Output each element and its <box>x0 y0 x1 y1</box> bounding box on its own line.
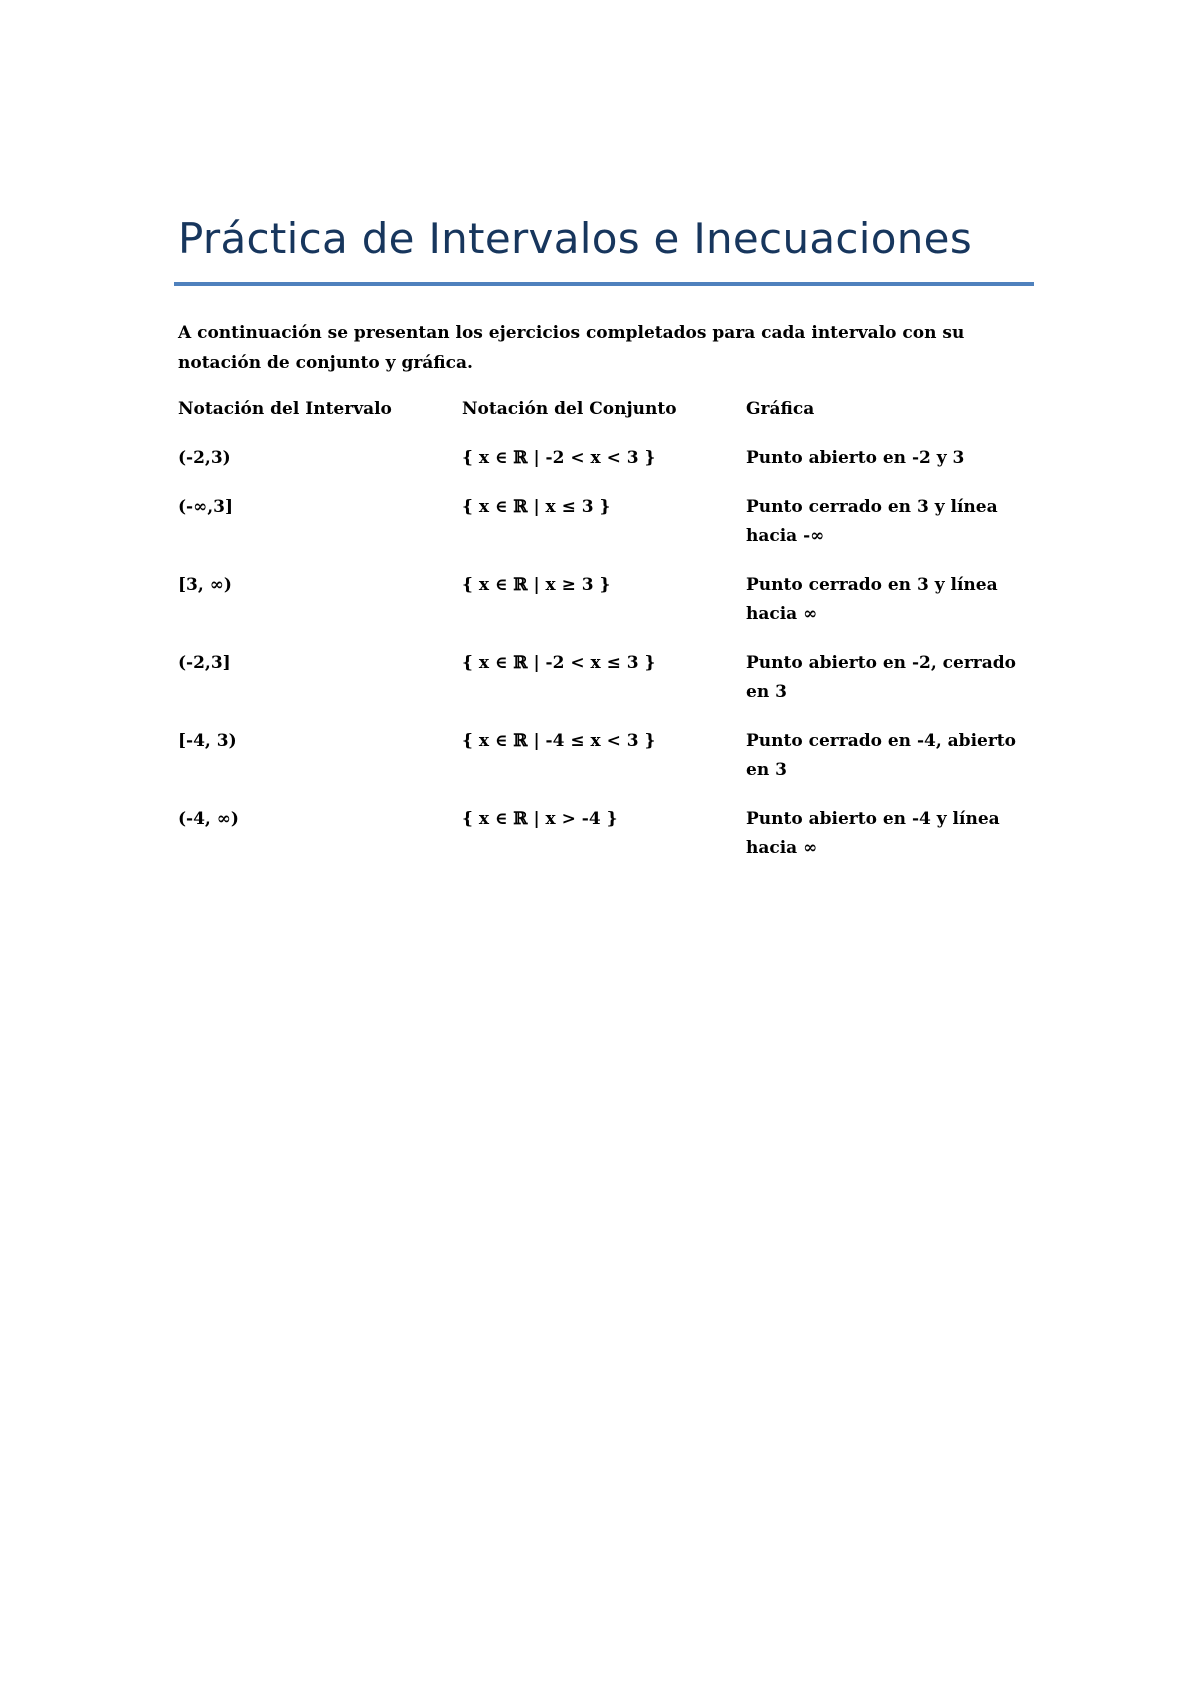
graph-cell: Punto cerrado en 3 y línea hacia -∞ <box>746 497 998 546</box>
table-header-row <box>178 395 1038 424</box>
set-cell: { x ∈ ℝ | x ≥ 3 } <box>462 575 611 595</box>
column-header-interval: Notación del Intervalo <box>178 399 392 419</box>
interval-table <box>178 395 1038 883</box>
graph-cell: Punto cerrado en 3 y línea hacia ∞ <box>746 575 998 624</box>
column-header-set: Notación del Conjunto <box>462 399 677 419</box>
graph-cell: Punto abierto en -2 y 3 <box>746 448 965 468</box>
interval-cell: [-4, 3) <box>178 731 237 751</box>
graph-cell: Punto cerrado en -4, abierto en 3 <box>746 731 1016 780</box>
graph-cell: Punto abierto en -4 y línea hacia ∞ <box>746 809 1000 858</box>
table-row <box>178 727 1038 785</box>
title-underline <box>174 282 1034 286</box>
table-row <box>178 805 1038 863</box>
set-cell: { x ∈ ℝ | x > -4 } <box>462 809 618 829</box>
graph-cell: Punto abierto en -2, cerrado en 3 <box>746 653 1016 702</box>
interval-cell: (-2,3) <box>178 448 231 468</box>
table-row <box>178 444 1038 473</box>
set-cell: { x ∈ ℝ | -4 ≤ x < 3 } <box>462 731 656 751</box>
column-header-graph: Gráfica <box>746 399 815 419</box>
interval-cell: [3, ∞) <box>178 575 232 595</box>
table-row <box>178 649 1038 707</box>
interval-cell: (-2,3] <box>178 653 231 673</box>
interval-cell: (-4, ∞) <box>178 809 239 829</box>
set-cell: { x ∈ ℝ | -2 < x < 3 } <box>462 448 656 468</box>
table-row <box>178 571 1038 629</box>
intro-paragraph: A continuación se presentan los ejercicios completados para cada intervalo con su notación de conjunto y gráfica. <box>178 323 965 373</box>
table-row <box>178 493 1038 551</box>
page-title: Práctica de Intervalos e Inecuaciones <box>178 214 973 263</box>
set-cell: { x ∈ ℝ | -2 < x ≤ 3 } <box>462 653 656 673</box>
set-cell: { x ∈ ℝ | x ≤ 3 } <box>462 497 611 517</box>
interval-cell: (-∞,3] <box>178 497 234 517</box>
